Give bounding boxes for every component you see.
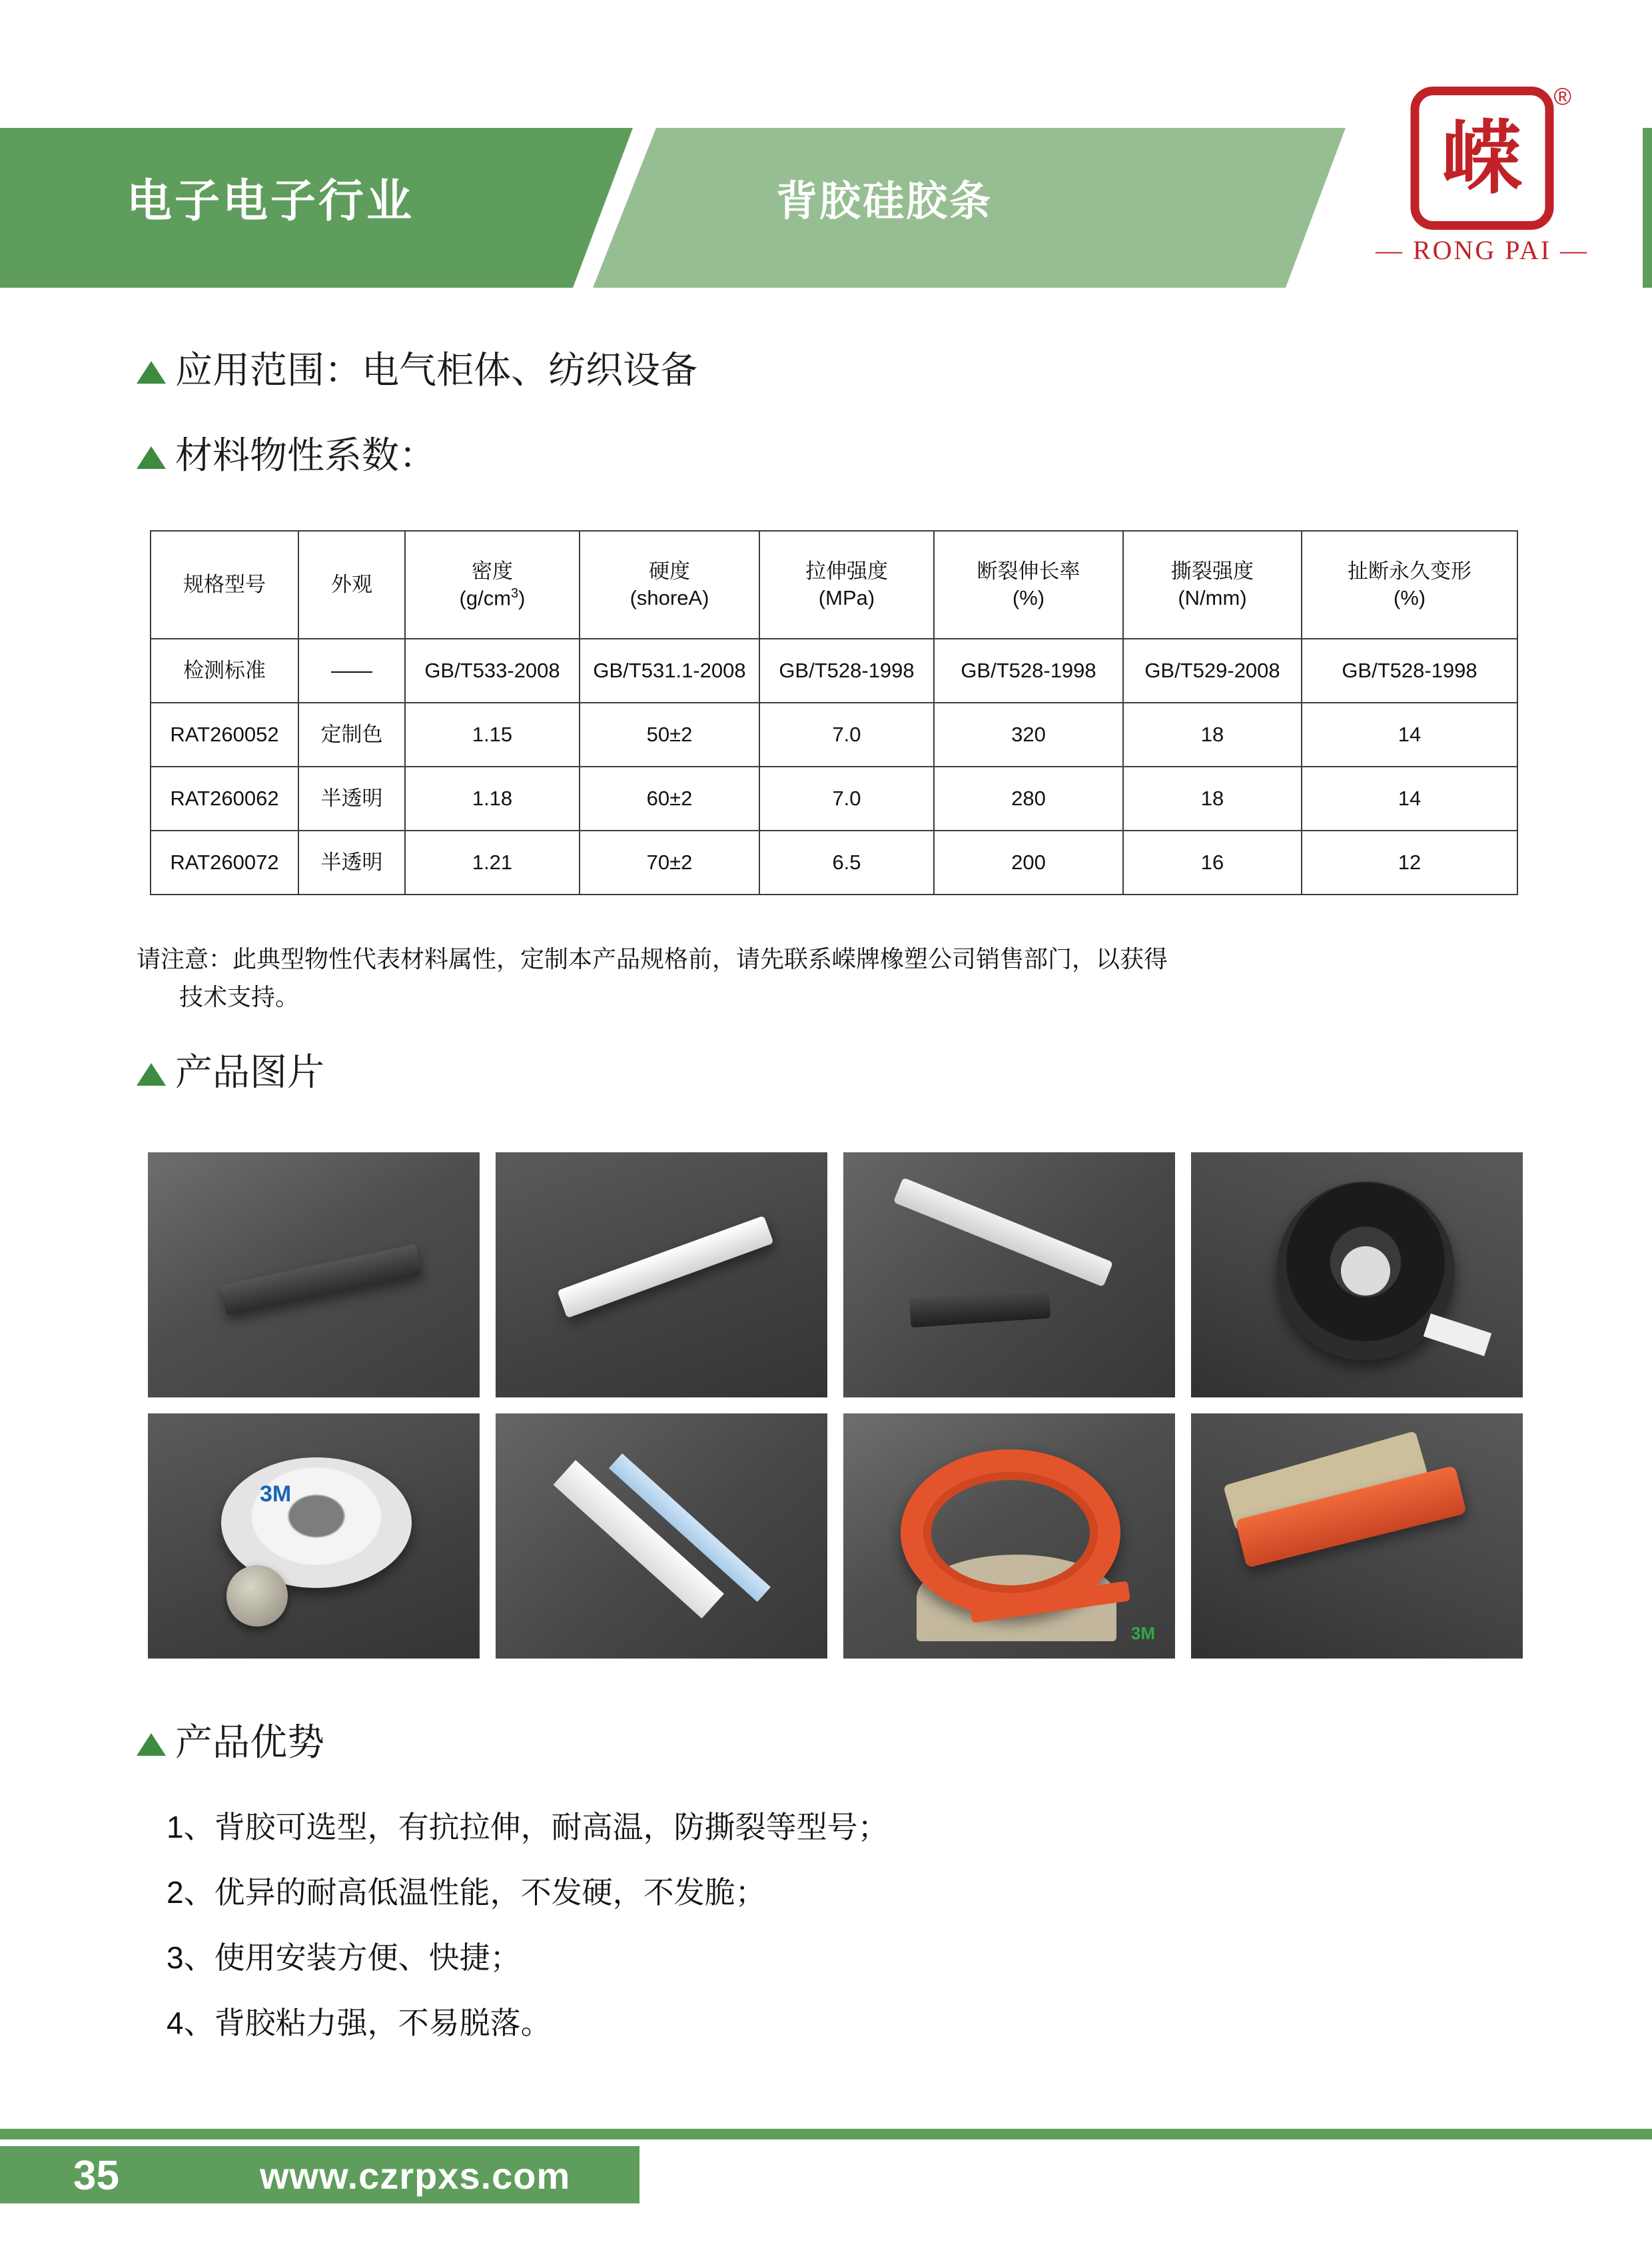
table-cell: 检测标准 (151, 639, 298, 703)
triangle-bullet-icon (137, 1063, 166, 1086)
table-cell: RAT260062 (151, 767, 298, 831)
product-photo-4 (1191, 1152, 1523, 1397)
table-header-cell (1302, 531, 1517, 639)
note-line-2: 技术支持。 (179, 982, 300, 1010)
table-cell: 7.0 (759, 703, 934, 767)
product-photo-3 (843, 1152, 1175, 1397)
table-header-cell (405, 531, 580, 639)
table-cell: GB/T528-1998 (759, 639, 934, 703)
photo-watermark: 3M (1130, 1623, 1155, 1643)
table-cell: 50±2 (580, 703, 759, 767)
section-advantages (137, 1721, 324, 1763)
product-photo-5 (148, 1413, 480, 1659)
section-images (137, 1051, 324, 1093)
product-photo-1 (148, 1152, 480, 1397)
table-cell: 280 (934, 767, 1123, 831)
table-cell: 半透明 (298, 831, 405, 895)
table-cell: 18 (1123, 767, 1302, 831)
footer-website: www.czrpxs.com (260, 2155, 571, 2197)
table-cell: 1.15 (405, 703, 580, 767)
table-cell: 12 (1302, 831, 1517, 895)
white-liner-shape (893, 1178, 1113, 1287)
triangle-bullet-icon (137, 1733, 166, 1756)
list-item: 4、背胶粘力强，不易脱落。 (167, 2006, 552, 2040)
table-header-cell (934, 531, 1123, 639)
header-line2: (%) (1393, 586, 1426, 609)
coin-shape (226, 1565, 288, 1627)
note-line-1: 请注意：此典型物性代表材料属性，定制本产品规格前，请先联系嵘牌橡塑公司销售部门，以获得 (137, 945, 1168, 972)
section-material (137, 434, 436, 476)
table-cell: GB/T531.1-2008 (580, 639, 759, 703)
header-line1: 扯断永久变形 (1348, 559, 1471, 583)
brand-logo (1375, 83, 1589, 286)
table-cell: 1.18 (405, 767, 580, 831)
section-images-label: 产品图片 (175, 1051, 324, 1093)
table-row (151, 767, 1517, 831)
table-cell: 320 (934, 703, 1123, 767)
white-strip-shape (557, 1216, 773, 1318)
black-strip-shape (220, 1244, 422, 1315)
black-base-shape (909, 1289, 1051, 1328)
list-item: 2、优异的耐高低温性能，不发硬，不发脆； (167, 1875, 766, 1910)
header-line2: (N/mm) (1178, 586, 1247, 609)
table-cell: RAT260072 (151, 831, 298, 895)
header-line2: (MPa) (818, 586, 875, 609)
table-row (151, 703, 1517, 767)
table-header-cell (1123, 531, 1302, 639)
registered-mark-icon: ® (1553, 83, 1571, 110)
table-standard-row (151, 639, 1517, 703)
table-cell: 1.21 (405, 831, 580, 895)
table-cell: 6.5 (759, 831, 934, 895)
product-image-gallery (148, 1152, 1523, 1659)
header-line2: (%) (1012, 586, 1045, 609)
section-application-label: 应用范围：电气柜体、纺织设备 (175, 349, 697, 391)
section-material-label: 材料物性系数： (175, 434, 436, 476)
table-cell: 18 (1123, 703, 1302, 767)
table-header-row (151, 531, 1517, 639)
table-cell: 200 (934, 831, 1123, 895)
table-cell: 70±2 (580, 831, 759, 895)
triangle-bullet-icon (137, 446, 166, 469)
logo-seal-icon (1411, 87, 1554, 230)
header-line1: 密度 (472, 559, 513, 583)
table-cell: 7.0 (759, 767, 934, 831)
list-item: 3、使用安装方便、快捷； (167, 1940, 521, 1975)
product-photo-7 (843, 1413, 1175, 1659)
table-cell: —— (298, 639, 405, 703)
table-header-cell (151, 531, 298, 639)
page-number: 35 (73, 2153, 119, 2199)
table-cell: 16 (1123, 831, 1302, 895)
advantages-list (167, 1812, 1499, 2073)
table-cell: GB/T533-2008 (405, 639, 580, 703)
header-line1: 撕裂强度 (1171, 559, 1254, 583)
header-line1: 外观 (331, 572, 372, 596)
product-tag: 背胶硅胶条 (776, 179, 993, 224)
table-cell: 60±2 (580, 767, 759, 831)
header-line1: 硬度 (649, 559, 690, 583)
table-header-cell (580, 531, 759, 639)
table-cell: GB/T528-1998 (934, 639, 1123, 703)
product-photo-2 (496, 1152, 827, 1397)
triangle-bullet-icon (137, 361, 166, 384)
header-line2: $(g/cm^3)$ (459, 585, 526, 610)
header-line2: (shoreA) (629, 586, 709, 609)
table-cell: GB/T528-1998 (1302, 639, 1517, 703)
table-note (137, 941, 1522, 1016)
table-row (151, 831, 1517, 895)
header-line1: 断裂伸长率 (977, 559, 1080, 583)
table-cell: 半透明 (298, 767, 405, 831)
header-line1: 拉伸强度 (805, 559, 888, 583)
table-cell: RAT260052 (151, 703, 298, 767)
section-application (137, 349, 697, 391)
table-cell: GB/T529-2008 (1123, 639, 1302, 703)
logo-brand-latin: — RONG PAI — (1375, 235, 1589, 265)
table-header-cell (759, 531, 934, 639)
list-item: 1、背胶可选型，有抗拉伸，耐高温，防撕裂等型号； (167, 1810, 889, 1844)
tape-tail-shape (1424, 1314, 1491, 1356)
material-properties-table (150, 530, 1517, 895)
table-cell: 14 (1302, 767, 1517, 831)
logo-seal-character: 嵘 (1442, 111, 1522, 205)
product-photo-6 (496, 1413, 827, 1659)
header-right-edge (1643, 128, 1652, 288)
table-cell: 定制色 (298, 703, 405, 767)
section-advantages-label: 产品优势 (175, 1721, 324, 1763)
industry-tag: 电子电子行业 (127, 176, 415, 226)
footer-rule (0, 2129, 1652, 2139)
table-header-cell (298, 531, 405, 639)
table-cell: 14 (1302, 703, 1517, 767)
product-photo-8 (1191, 1413, 1523, 1659)
header-line1: 规格型号 (183, 572, 266, 596)
